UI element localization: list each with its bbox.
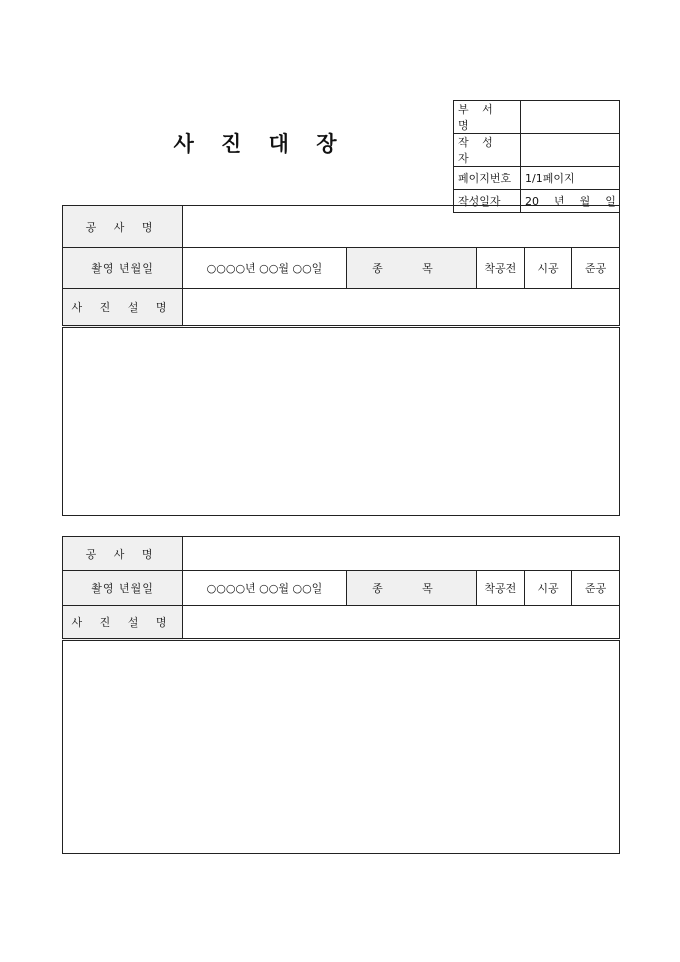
option-before-construction[interactable]: 착공전 [476, 571, 524, 606]
page-number-label: 페이지번호 [454, 167, 521, 190]
shoot-date-field[interactable]: ○○○○년 ○○월 ○○일 [183, 248, 347, 289]
option-completion[interactable]: 준공 [572, 571, 620, 606]
option-completion[interactable]: 준공 [572, 248, 620, 289]
department-label: 부 서 명 [454, 101, 521, 134]
photo-sheet [62, 536, 620, 854]
department-value[interactable] [521, 101, 620, 134]
option-before-construction[interactable]: 착공전 [476, 248, 524, 289]
shoot-date-label: 촬영 년월일 [63, 248, 183, 289]
date-written-value[interactable]: 20 년 월 일 [521, 190, 620, 213]
author-value[interactable] [521, 134, 620, 167]
author-label: 작 성 자 [454, 134, 521, 167]
project-name-label: 공 사 명 [63, 206, 183, 248]
photo-description-field[interactable] [183, 289, 620, 327]
photo-description-field[interactable] [183, 606, 620, 640]
project-name-field[interactable] [183, 537, 620, 571]
document-info-table [453, 100, 620, 213]
option-during-construction[interactable]: 시공 [524, 571, 572, 606]
page-number-value[interactable]: 1/1페이지 [521, 167, 620, 190]
work-type-label: 종 목 [346, 571, 476, 606]
photo-sheet [62, 205, 620, 516]
photo-description-label: 사 진 설 명 [63, 289, 183, 327]
page-title: 사 진 대 장 [173, 132, 347, 156]
option-during-construction[interactable]: 시공 [524, 248, 572, 289]
photo-description-label: 사 진 설 명 [63, 606, 183, 640]
shoot-date-label: 촬영 년월일 [63, 571, 183, 606]
date-written-label: 작성일자 [454, 190, 521, 213]
work-type-label: 종 목 [346, 248, 476, 289]
project-name-field[interactable] [183, 206, 620, 248]
photo-area[interactable] [63, 327, 620, 516]
project-name-label: 공 사 명 [63, 537, 183, 571]
photo-area[interactable] [63, 640, 620, 854]
shoot-date-field[interactable]: ○○○○년 ○○월 ○○일 [183, 571, 347, 606]
